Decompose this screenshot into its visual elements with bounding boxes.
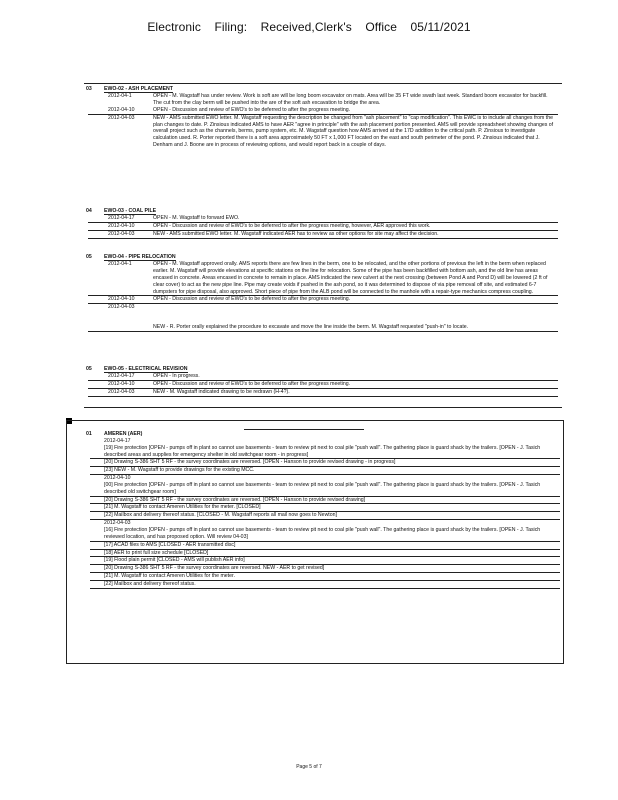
entry-date: 2012-04-17 xyxy=(108,372,135,379)
action-item: [17] ACAD files to AMS [CLOSED - AER transmitted disc] xyxy=(90,542,560,550)
action-item: [21] M. Wagstaff to contact Ameren Utilities for the meter. xyxy=(90,573,560,581)
entry xyxy=(88,261,558,297)
header-word-1: Electronic xyxy=(147,20,202,34)
entry xyxy=(88,381,558,389)
action-item: [22] Mailbox and delivery thereof status. xyxy=(90,581,560,589)
entry xyxy=(88,373,558,381)
group-date: 2012-04-17 xyxy=(104,437,131,444)
section-ewo-05 xyxy=(88,366,558,397)
action-item: [16] Fire protection [OPEN - pumps off in plant so cannot use basements - team to review pit next to coal pile "push wall". The gathering place is guard shack by the trailers. [OPEN - J. Tasich reviewed location, and has proposed option. Will review 04-03] xyxy=(90,527,560,542)
action-item: [19] Fire protection [OPEN - pumps off in plant so cannot use basements - team to review pit next to coal pile "push wall". The gathering place is guard shack by the trailers. [OPEN - J. Tasich described areas and supplies for emergency shelter in old switchgear room - in progress] xyxy=(90,445,560,460)
entry-text: NEW - M. Wagstaff indicated drawing to be redrawn (H-4?). xyxy=(153,388,290,395)
entry-text: NEW - AMS submitted EWO letter. M. Wagstaff requesting the description be changed from "ash placement" to "cap modification". This EWC is to include all changes from the plan changes to date. P. Zinsious indicated AMS to have AER "agree in principle" with the ash placement portion presented. AMS will provide spreadsheet showing changes of overall project such as the channels, berms, pump system, etc. M. Wagstaff question how AMS arrived at the 17D addition to the critical path. P. Zinsious to investigate calculation used. R. Porter reported there is a soft area approximately 50 FT x 1,000 FT located on the east and south perimeter of the pond. P. Zinsious indicated that J. Denham and J. Boone are in process of reviewing options, and would report back in a couple of days. xyxy=(153,114,554,149)
section-ameren xyxy=(86,431,560,589)
section-ewo-03 xyxy=(88,208,558,239)
action-item: [22] Mailbox and delivery thereof status. [CLOSED - M. Wagstaff reports all mail now goes to Newton] xyxy=(90,512,560,520)
group-date: 2012-04-03 xyxy=(104,520,131,527)
entry-text: OPEN - M. Wagstaff has under review. Work is soft are will be long boom excavator on mats. Area will be 35 FT wide swath last week. Standard boom excavator for backfill. The cut from the clay berm will be pushed into the are of the soft ash excavation to bridge the area. xyxy=(153,92,548,106)
entry-text: OPEN - M. Wagstaff to forward EWO. xyxy=(153,214,240,221)
entry-text: OPEN - M. Wagstaff approved orally. AMS reports there are few lines in the berm, one to be relocated, and the other portions of previous the left in the berm when replaced earlier. M. Wagstaff will provide elevations at specific stations on the line for relocation. Some of the pipe has been backfilled with bottom ash, and the old line has areas encased in concrete. Areas encased in concrete to remain in place. AMS indicated the new culvert at the next crossing (between Pond A and Pond D) will be lowered (2 ft of clear cover) to act as the new pipe line. Pipe may create voids if pushed in the ash pond, so it was determined to dispose of via pipe removal off site, and estimated 6-7 dumpsters for pipe disposal, also approved. Short piece of pipe from the ALB pond will be connected to the manhole with a repair-type mechanics compress coupling. xyxy=(153,260,548,295)
item-number: 05 xyxy=(86,366,92,372)
entry xyxy=(88,107,558,115)
filing-header xyxy=(0,20,618,34)
item-title: EWO-02 - ASH PLACEMENT xyxy=(104,86,173,92)
header-date: 05/11/2021 xyxy=(410,20,471,34)
entry xyxy=(88,231,558,239)
header-word-3: Received,Clerk's xyxy=(260,20,352,34)
entry-text: OPEN - Discussion and review of EWO's to be deferred to after the progress meeting. xyxy=(153,106,351,113)
group-date: 2012-04-10 xyxy=(104,475,131,482)
entry-text: OPEN - In progress. xyxy=(153,372,200,379)
entry-date: 2012-04-03 xyxy=(108,304,135,311)
action-item: [23] NEW - M. Wagstaff to provide drawings for the existing MCC. xyxy=(90,467,560,475)
action-item: [19] Flood plain permit [CLOSED - AMS will publish AER info] xyxy=(90,557,560,565)
action-item: [20] Drawing S-386 SHT 5 RF - the survey coordinates are reversed. NEW - AER to get revised] xyxy=(90,565,560,573)
entry-text: OPEN - Discussion and review of EWO's to be deferred to after the progress meeting, however, AER approved this work. xyxy=(153,222,431,229)
item-number: 05 xyxy=(86,254,92,260)
section-ewo-04 xyxy=(88,254,558,332)
action-item: [21] M. Wagstaff to contact Ameren Utilities for the meter. [CLOSED] xyxy=(90,504,560,512)
top-rule xyxy=(84,83,562,84)
item-number: 03 xyxy=(86,86,92,92)
entry-date: 2012-04-1 xyxy=(108,260,132,267)
entry-date: 2012-04-10 xyxy=(108,222,135,229)
entry-text: NEW - AMS submitted EWO letter. M. Wagstaff indicated AER has to review as other options for site may affect the decision. xyxy=(153,230,439,237)
item-title: EWO-03 - COAL PILE xyxy=(104,208,157,214)
entry xyxy=(88,389,558,397)
item-number: 04 xyxy=(86,208,92,214)
section-rule xyxy=(84,407,562,408)
action-item: [00] Fire protection [OPEN - pumps off in plant so cannot use basements - team to review pit next to coal pile "push wall". The gathering place is guard shack by the trailers. [OPEN - J. Tasich described old switchgear room] xyxy=(90,482,560,497)
entry-date: 2012-04-03 xyxy=(108,388,135,395)
item-number: 01 xyxy=(86,431,92,437)
entry-date: 2012-04-1 xyxy=(108,92,132,99)
entry xyxy=(88,223,558,231)
item-title: AMEREN (AER) xyxy=(104,431,143,437)
entry-date: 2012-04-17 xyxy=(108,214,135,221)
entry-date: 2012-04-10 xyxy=(108,380,135,387)
entry-date: 2012-04-10 xyxy=(108,296,135,303)
entry xyxy=(88,324,558,332)
entry xyxy=(88,215,558,223)
header-word-2: Filing: xyxy=(214,20,248,34)
entry-text: OPEN - Discussion and review of EWO's to be deferred to after the progress meeting. xyxy=(153,380,351,387)
entry xyxy=(88,304,558,324)
entry-text: NEW - R. Porter orally explained the procedure to excavate and move the line inside the berm. M. Wagstaff requested "push-in" to locate. xyxy=(153,324,469,331)
header-word-4: Office xyxy=(365,20,398,34)
item-title: EWO-05 - ELECTRICAL REVISION xyxy=(104,366,188,372)
action-item: [18] AER to print full size schedule [CLOSED] xyxy=(90,550,560,558)
entry xyxy=(88,296,558,304)
section-ewo-02 xyxy=(88,86,558,149)
entry xyxy=(88,115,558,150)
entry-text: OPEN - Discussion and review of EWO's to be deferred to after the progress meeting. xyxy=(153,296,351,303)
entry-date: 2012-04-03 xyxy=(108,230,135,237)
entry xyxy=(88,93,558,107)
entry-text xyxy=(153,304,558,324)
page-number: Page 5 of 7 xyxy=(296,764,322,770)
action-item: [20] Drawing S-386 SHT 5 RF - the survey coordinates are reversed. [OPEN - Hanson to provide revised drawing - in progress] xyxy=(90,459,560,467)
entry-date: 2012-04-03 xyxy=(108,114,135,121)
action-item: [20] Drawing S-386 SHT 5 RF - the survey coordinates are reversed. [OPEN - Hanson to provide revised drawing] xyxy=(90,497,560,505)
entry-date xyxy=(88,324,153,331)
entry-date: 2012-04-10 xyxy=(108,106,135,113)
item-title: EWO-04 - PIPE RELOCATION xyxy=(104,254,176,260)
